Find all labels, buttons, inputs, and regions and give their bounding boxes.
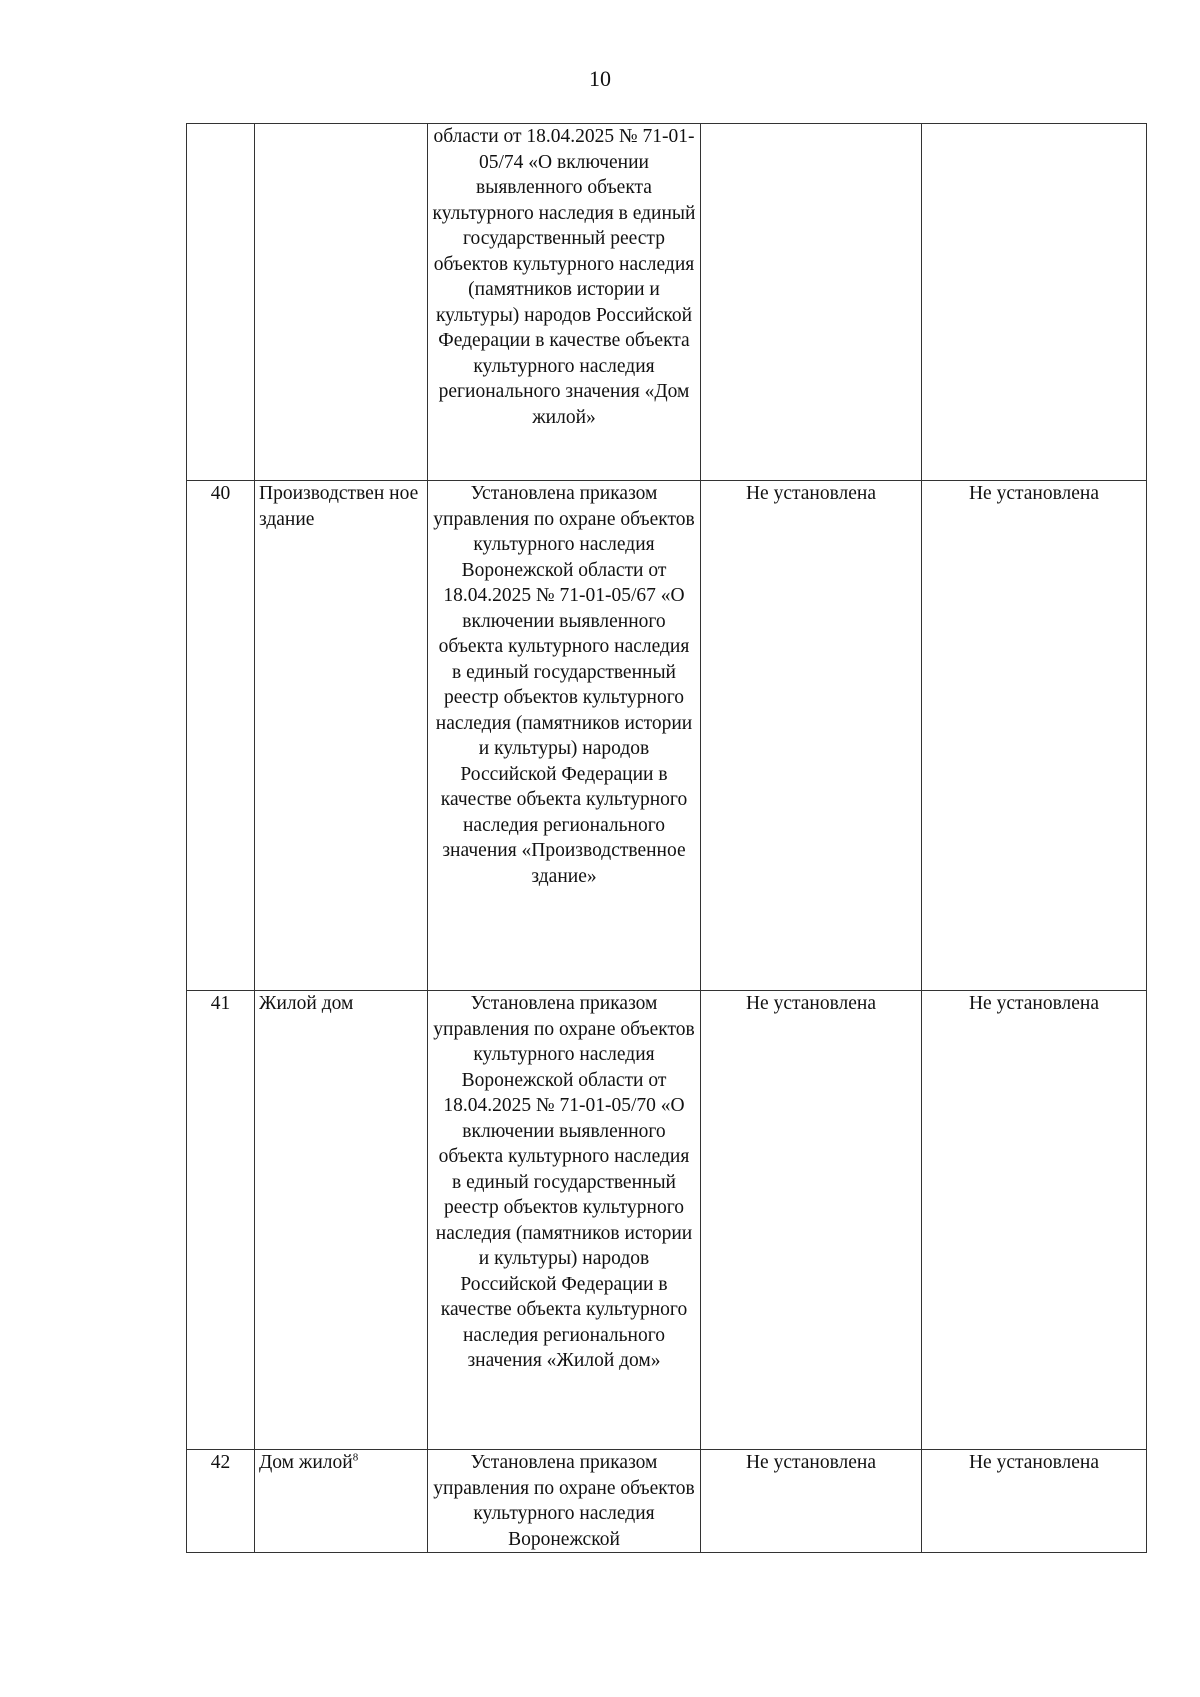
object-name: Производствен ное здание	[255, 481, 428, 991]
table-row	[187, 1450, 1147, 1553]
object-name: Жилой дом	[255, 991, 428, 1450]
heritage-objects-table	[186, 123, 1147, 1553]
row-number	[187, 124, 255, 481]
object-name-text: Дом жилой	[259, 1452, 353, 1473]
status-cell: Не установлена	[701, 1450, 922, 1553]
row-number: 42	[187, 1450, 255, 1553]
protection-basis: Установлена приказом управления по охране объектов культурного наследия Воронежской	[428, 1450, 701, 1553]
table-row	[187, 481, 1147, 991]
footnote-marker: 8	[352, 1451, 359, 1464]
status-cell: Не установлена	[701, 991, 922, 1450]
status-cell: Не установлена	[922, 481, 1147, 991]
object-name	[255, 1450, 428, 1553]
status-cell: Не установлена	[701, 481, 922, 991]
row-number: 40	[187, 481, 255, 991]
page-number: 10	[589, 66, 611, 91]
protection-basis: области от 18.04.2025 № 71-01-05/74 «О включении выявленного объекта культурного наследия в единый государственный реестр объектов культурного наследия (памятников истории и культуры) народов Российской Федерации в качестве объекта культурного наследия регионального значения «Дом жилой»	[428, 124, 701, 481]
status-cell	[701, 124, 922, 481]
status-cell	[922, 124, 1147, 481]
status-cell: Не установлена	[922, 991, 1147, 1450]
table-row	[187, 124, 1147, 481]
protection-basis: Установлена приказом управления по охране объектов культурного наследия Воронежской области от 18.04.2025 № 71-01-05/70 «О включении выявленного объекта культурного наследия в единый государственный реестр объектов культурного наследия (памятников истории и культуры) народов Российской Федерации в качестве объекта культурного наследия регионального значения «Жилой дом»	[428, 991, 701, 1450]
row-number: 41	[187, 991, 255, 1450]
object-name	[255, 124, 428, 481]
protection-basis: Установлена приказом управления по охране объектов культурного наследия Воронежской области от 18.04.2025 № 71-01-05/67 «О включении выявленного объекта культурного наследия в единый государственный реестр объектов культурного наследия (памятников истории и культуры) народов Российской Федерации в качестве объекта культурного наследия регионального значения «Производственное здание»	[428, 481, 701, 991]
table-row	[187, 991, 1147, 1450]
status-cell: Не установлена	[922, 1450, 1147, 1553]
